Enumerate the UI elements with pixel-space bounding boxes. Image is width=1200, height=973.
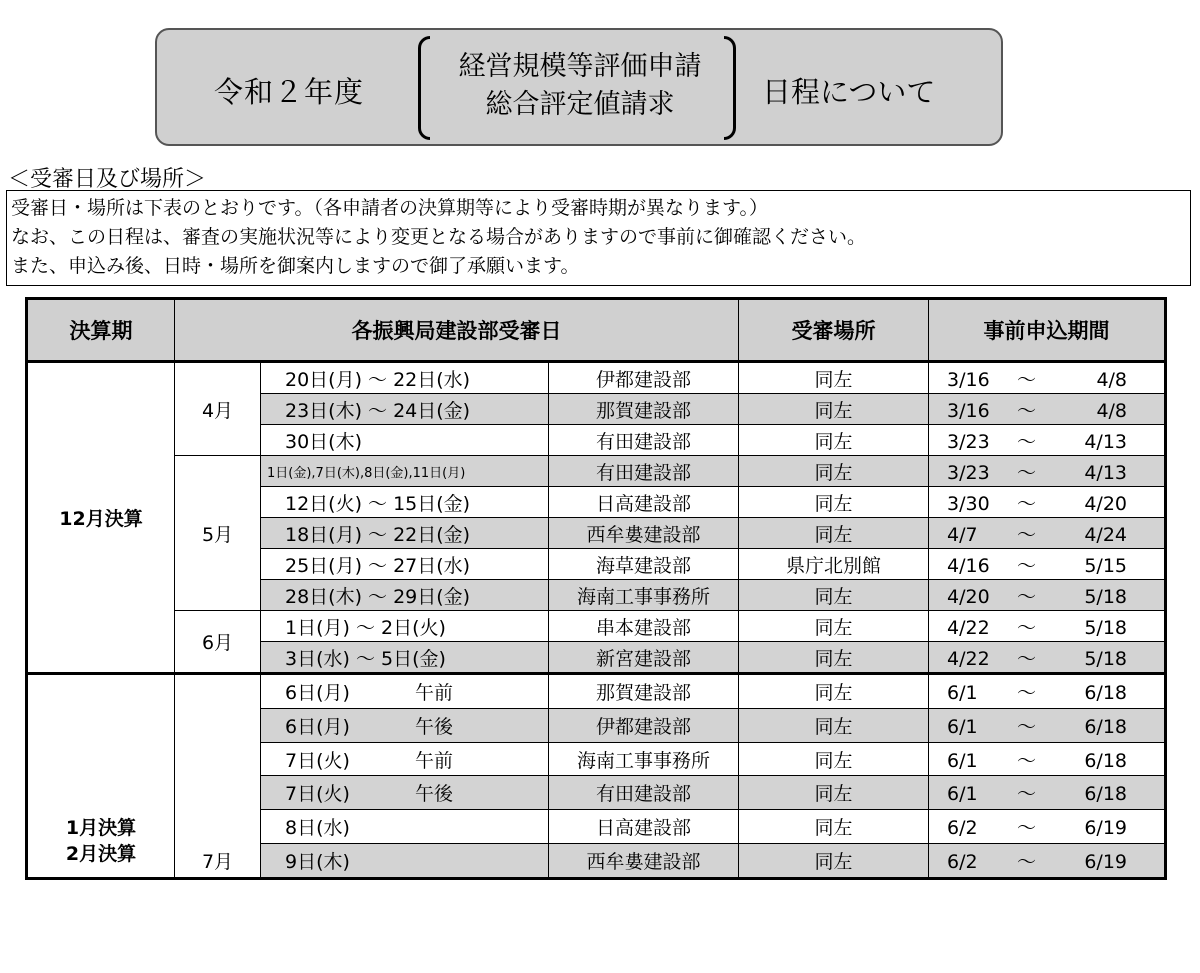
right-bracket	[724, 36, 736, 140]
period-to: 6/18	[1084, 681, 1128, 704]
period-to: 5/15	[1084, 554, 1128, 577]
exam-date-cell	[261, 708, 549, 742]
exam-date-cell: 9日(木)	[261, 844, 549, 879]
header-fiscal-period: 決算期	[27, 299, 175, 362]
place-cell: 同左	[739, 394, 929, 425]
period-to: 4/13	[1084, 461, 1128, 484]
fiscal-period-label: 12月決算	[59, 508, 143, 530]
place-cell: 同左	[739, 425, 929, 456]
fiscal-period-label: 1月決算	[65, 817, 137, 839]
period-tilde: ～	[1017, 368, 1037, 391]
period-tilde: ～	[1017, 647, 1037, 670]
period-tilde: ～	[1017, 554, 1037, 577]
office-cell: 有田建設部	[549, 776, 739, 810]
period-tilde: ～	[1017, 715, 1037, 738]
place-cell: 同左	[739, 742, 929, 776]
application-period-cell	[929, 674, 1166, 709]
place-cell: 同左	[739, 456, 929, 487]
exam-date-cell: 12日(火) ～ 15日(金)	[261, 487, 549, 518]
period-to: 5/18	[1084, 647, 1128, 670]
place-cell: 同左	[739, 611, 929, 642]
period-to: 4/24	[1084, 523, 1128, 546]
period-to: 6/18	[1084, 715, 1128, 738]
notice-line: なお、この日程は、審査の実施状況等により変更となる場合がありますので事前に御確認ください。	[11, 226, 867, 248]
exam-date-cell: 1日(金),7日(木),8日(金),11日(月)	[261, 456, 549, 487]
period-tilde: ～	[1017, 616, 1037, 639]
period-tilde: ～	[1017, 461, 1037, 484]
office-cell: 海草建設部	[549, 549, 739, 580]
period-tilde: ～	[1017, 585, 1037, 608]
office-cell: 日高建設部	[549, 810, 739, 844]
schedule-table	[25, 297, 1167, 880]
exam-date: 7日(火)	[285, 783, 350, 806]
title-subject	[430, 48, 730, 124]
exam-date-cell: 23日(木) ～ 24日(金)	[261, 394, 549, 425]
exam-date: 6日(月)	[285, 715, 350, 738]
header-exam-place: 受審場所	[739, 299, 929, 362]
exam-date-cell: 30日(木)	[261, 425, 549, 456]
period-from: 3/30	[947, 492, 990, 515]
period-tilde: ～	[1017, 817, 1037, 840]
period-from: 6/1	[947, 681, 978, 704]
place-cell: 同左	[739, 580, 929, 611]
period-from: 3/23	[947, 461, 990, 484]
period-to: 5/18	[1084, 616, 1128, 639]
exam-half-day: 午前	[415, 749, 454, 772]
place-cell: 同左	[739, 362, 929, 394]
exam-date-cell	[261, 674, 549, 709]
period-to: 4/20	[1084, 492, 1128, 515]
exam-date-cell: 1日(月) ～ 2日(火)	[261, 611, 549, 642]
application-period-cell	[929, 708, 1166, 742]
table-row	[27, 674, 1166, 709]
place-cell: 同左	[739, 708, 929, 742]
application-period-cell	[929, 844, 1166, 879]
period-from: 4/16	[947, 554, 990, 577]
application-period-cell	[929, 362, 1166, 394]
fiscal-period-label: 2月決算	[65, 843, 137, 865]
title-year: 令和２年度	[214, 75, 365, 109]
period-tilde: ～	[1017, 851, 1037, 874]
exam-date-cell	[261, 776, 549, 810]
exam-date-cell	[261, 742, 549, 776]
period-to: 6/18	[1084, 783, 1128, 806]
period-from: 3/23	[947, 430, 990, 453]
period-from: 3/16	[947, 399, 990, 422]
period-from: 4/7	[947, 523, 978, 546]
application-period-cell	[929, 642, 1166, 674]
office-cell: 新宮建設部	[549, 642, 739, 674]
application-period-cell	[929, 487, 1166, 518]
period-from: 4/22	[947, 647, 990, 670]
table-header-row	[27, 299, 1166, 362]
notice-box	[6, 190, 1191, 286]
period-from: 4/22	[947, 616, 990, 639]
office-cell: 串本建設部	[549, 611, 739, 642]
office-cell: 伊都建設部	[549, 708, 739, 742]
application-period-cell	[929, 394, 1166, 425]
exam-date: 6日(月)	[285, 681, 350, 704]
application-period-cell	[929, 810, 1166, 844]
exam-date: 7日(火)	[285, 749, 350, 772]
application-period-cell	[929, 611, 1166, 642]
period-from: 6/1	[947, 783, 978, 806]
exam-date-cell: 28日(木) ～ 29日(金)	[261, 580, 549, 611]
period-from: 6/1	[947, 715, 978, 738]
exam-date-cell: 3日(水) ～ 5日(金)	[261, 642, 549, 674]
section-heading: ＜受審日及び場所＞	[8, 167, 207, 192]
office-cell: 有田建設部	[549, 425, 739, 456]
office-cell: 日高建設部	[549, 487, 739, 518]
period-from: 6/1	[947, 749, 978, 772]
place-cell: 同左	[739, 810, 929, 844]
month-cell: 4月	[175, 362, 261, 456]
application-period-cell	[929, 580, 1166, 611]
office-cell: 海南工事事務所	[549, 742, 739, 776]
exam-date-cell: 25日(月) ～ 27日(水)	[261, 549, 549, 580]
exam-half-day: 午前	[415, 681, 454, 704]
period-tilde: ～	[1017, 430, 1037, 453]
application-period-cell	[929, 456, 1166, 487]
month-cell: 6月	[175, 611, 261, 674]
table-row	[27, 456, 1166, 487]
period-tilde: ～	[1017, 783, 1037, 806]
office-cell: 那賀建設部	[549, 394, 739, 425]
period-from: 6/2	[947, 851, 978, 874]
header-application-period: 事前申込期間	[929, 299, 1166, 362]
month-cell: 5月	[175, 456, 261, 611]
office-cell: 西牟婁建設部	[549, 518, 739, 549]
application-period-cell	[929, 776, 1166, 810]
month-cell: 7月	[175, 674, 261, 879]
place-cell: 同左	[739, 674, 929, 709]
application-period-cell	[929, 518, 1166, 549]
place-cell: 同左	[739, 518, 929, 549]
period-tilde: ～	[1017, 749, 1037, 772]
exam-date-cell: 20日(月) ～ 22日(水)	[261, 362, 549, 394]
period-to: 4/13	[1084, 430, 1128, 453]
period-tilde: ～	[1017, 681, 1037, 704]
period-to: 4/8	[1096, 399, 1128, 422]
exam-half-day: 午後	[415, 783, 454, 806]
application-period-cell	[929, 549, 1166, 580]
fiscal-period-cell	[27, 362, 175, 674]
period-tilde: ～	[1017, 399, 1037, 422]
period-to: 4/8	[1096, 368, 1128, 391]
place-cell: 同左	[739, 642, 929, 674]
application-period-cell	[929, 742, 1166, 776]
header-exam-dates: 各振興局建設部受審日	[175, 299, 739, 362]
period-tilde: ～	[1017, 523, 1037, 546]
period-to: 5/18	[1084, 585, 1128, 608]
notice-line: 受審日・場所は下表のとおりです。（各申請者の決算期等により受審時期が異なります。）	[11, 197, 768, 219]
table-row	[27, 611, 1166, 642]
period-to: 6/19	[1084, 851, 1128, 874]
exam-date-cell: 8日(水)	[261, 810, 549, 844]
application-period-cell	[929, 425, 1166, 456]
place-cell: 同左	[739, 844, 929, 879]
table-row	[27, 362, 1166, 394]
office-cell: 那賀建設部	[549, 674, 739, 709]
exam-half-day: 午後	[415, 715, 454, 738]
title-subject-line2: 総合評定値請求	[485, 89, 675, 120]
period-from: 6/2	[947, 817, 978, 840]
left-bracket	[418, 36, 430, 140]
period-from: 3/16	[947, 368, 990, 391]
notice-line: また、申込み後、日時・場所を御案内しますので御了承願います。	[11, 255, 580, 277]
period-tilde: ～	[1017, 492, 1037, 515]
office-cell: 伊都建設部	[549, 362, 739, 394]
place-cell: 同左	[739, 776, 929, 810]
period-to: 6/18	[1084, 749, 1128, 772]
office-cell: 西牟婁建設部	[549, 844, 739, 879]
office-cell: 海南工事事務所	[549, 580, 739, 611]
place-cell: 県庁北別館	[739, 549, 929, 580]
period-to: 6/19	[1084, 817, 1128, 840]
period-from: 4/20	[947, 585, 990, 608]
exam-date-cell: 18日(月) ～ 22日(金)	[261, 518, 549, 549]
title-subject-line1: 経営規模等評価申請	[458, 51, 702, 82]
place-cell: 同左	[739, 487, 929, 518]
title-suffix: 日程について	[762, 75, 936, 109]
office-cell: 有田建設部	[549, 456, 739, 487]
fiscal-period-cell	[27, 674, 175, 879]
